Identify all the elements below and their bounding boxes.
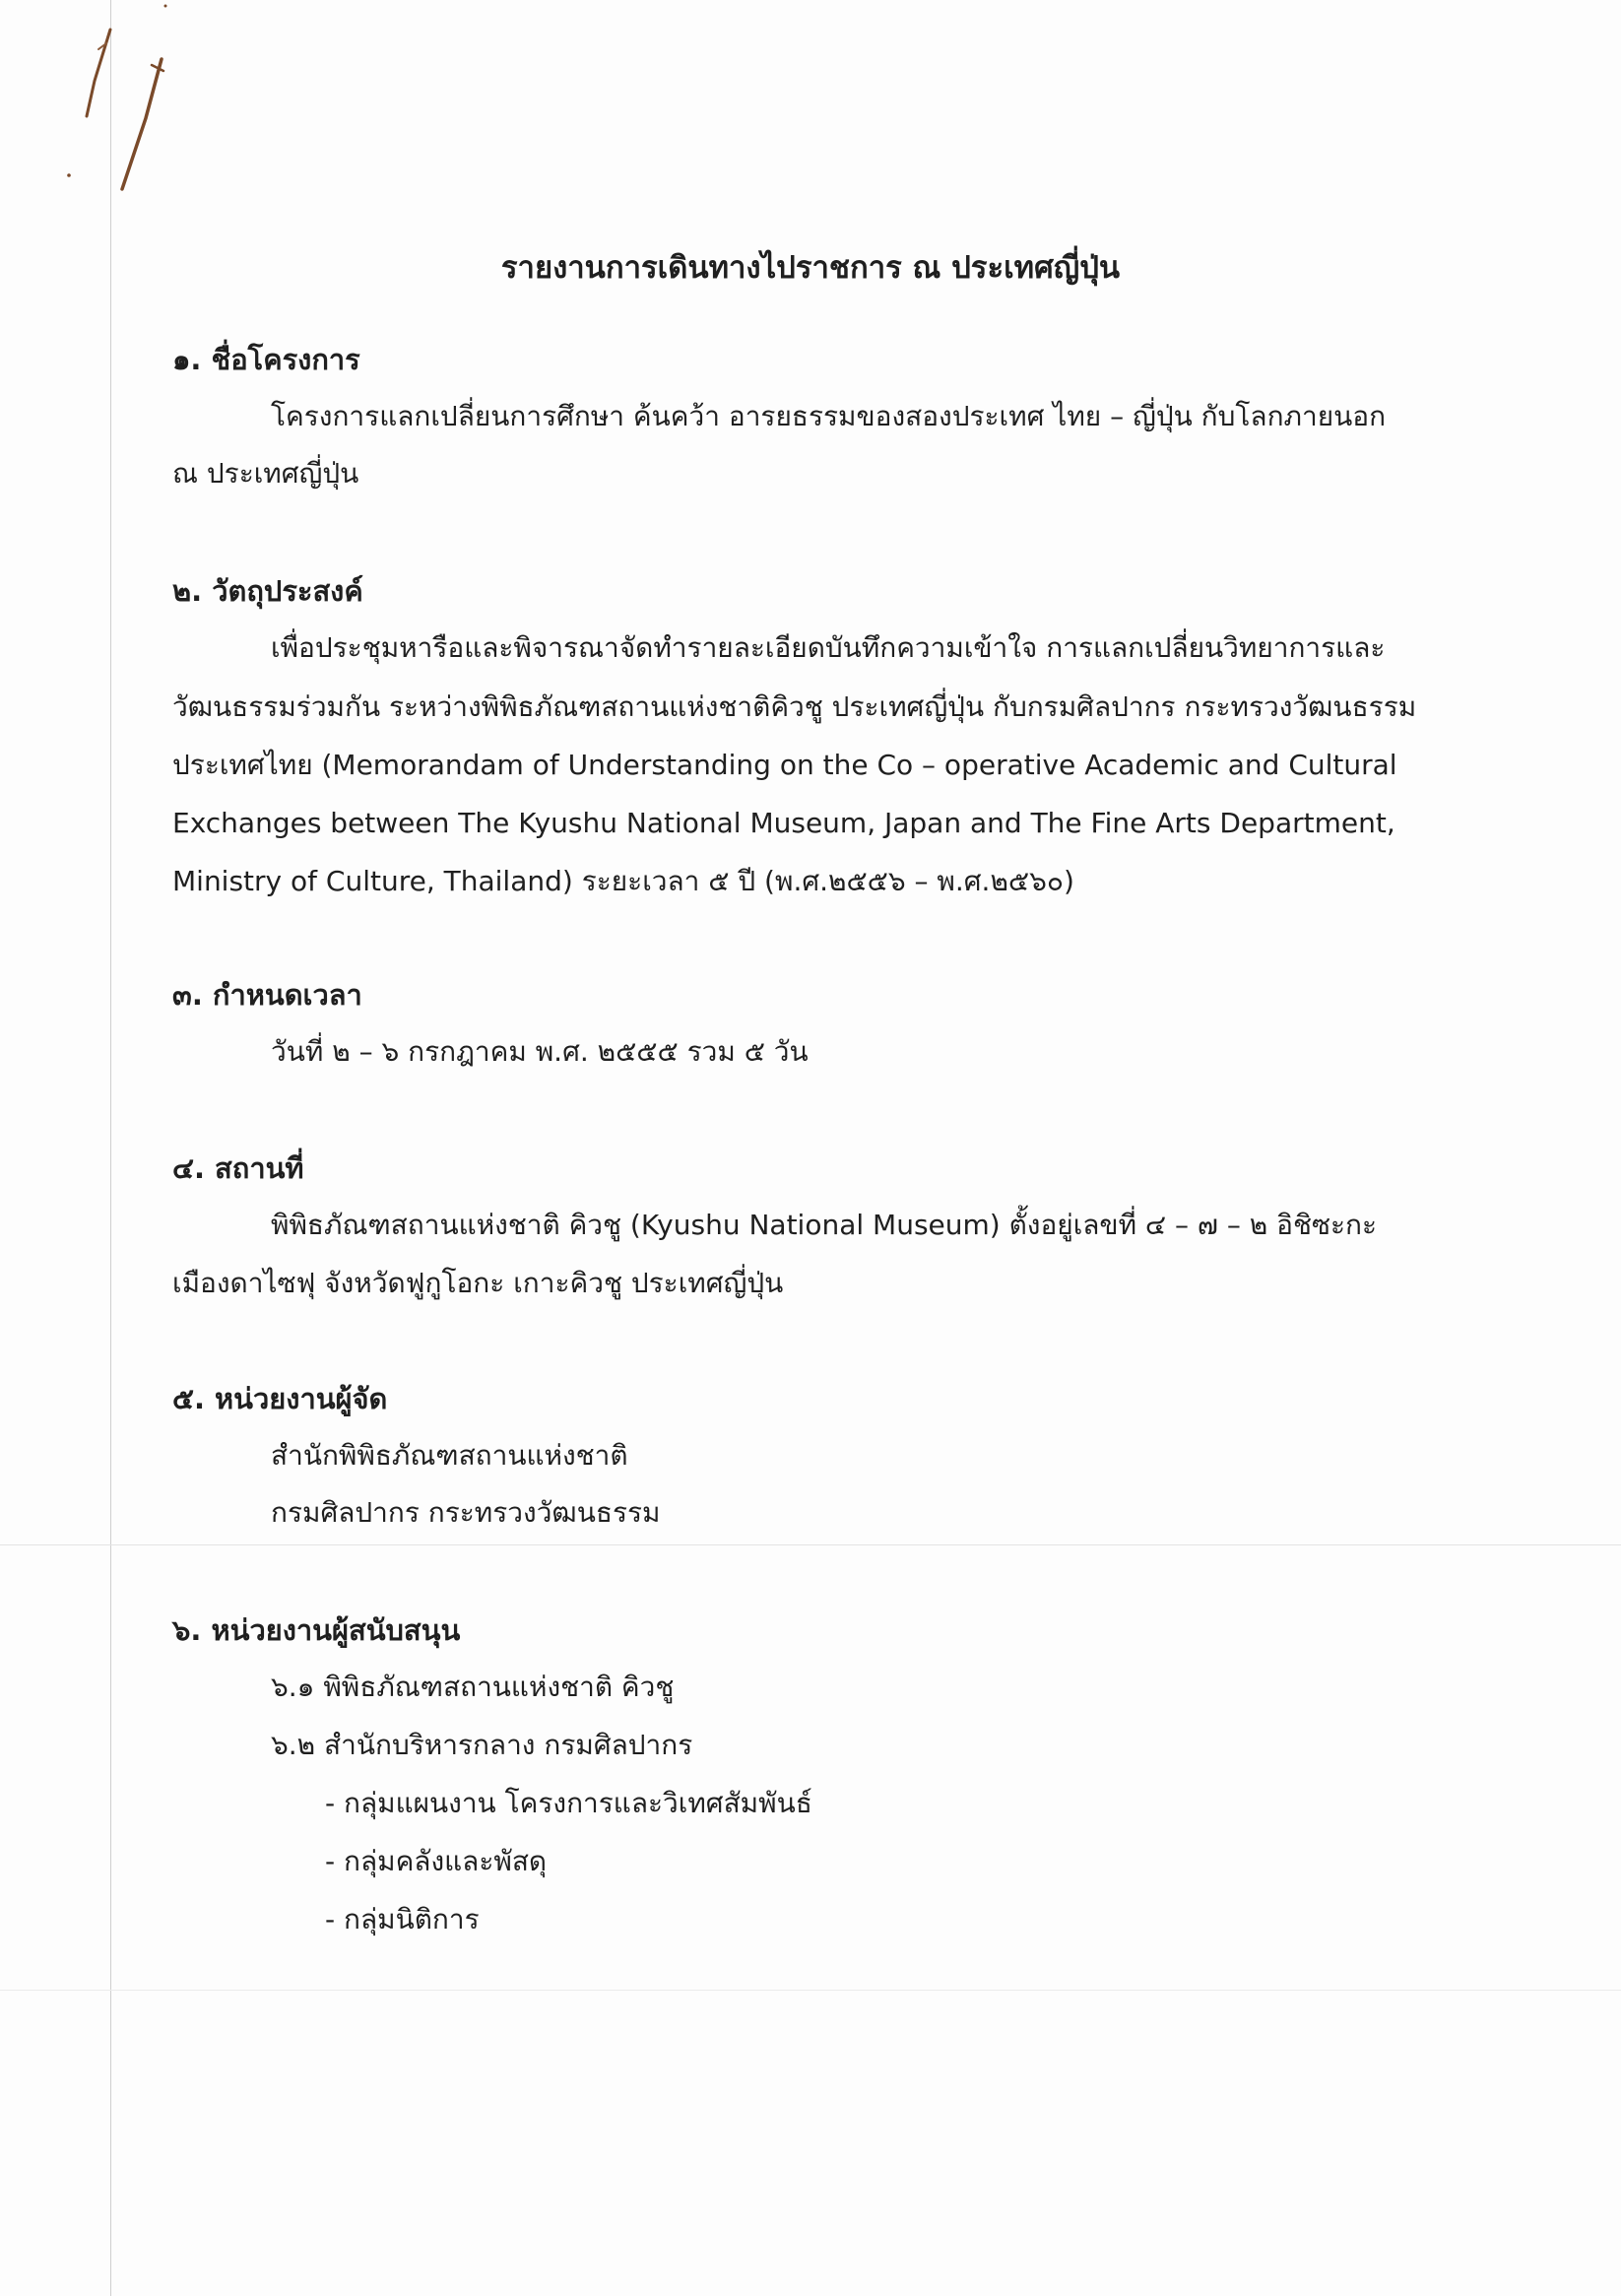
bullet-item: - กลุ่มคลังและพัสดุ (325, 1845, 548, 1877)
section-heading-schedule: ๓. กำหนดเวลา (172, 978, 362, 1012)
paragraph-line: เพื่อประชุมหารือและพิจารณาจัดทำรายละเอียดบันทึกความเข้าใจ การแลกเปลี่ยนวิทยาการและ (271, 631, 1386, 664)
paragraph-line: วันที่ ๒ – ๖ กรกฎาคม พ.ศ. ๒๕๕๕ รวม ๕ วัน (271, 1035, 809, 1068)
section-heading-location: ๔. สถานที่ (172, 1151, 304, 1185)
scan-fold-line (0, 1990, 1621, 1991)
section-heading-project: ๑. ชื่อโครงการ (172, 343, 360, 376)
scan-fold-line (0, 1544, 1621, 1545)
paragraph-line: Ministry of Culture, Thailand) ระยะเวลา ๕ ปี (พ.ศ.๒๕๕๖ – พ.ศ.๒๕๖๐) (172, 865, 1074, 897)
page-title: รายงานการเดินทางไปราชการ ณ ประเทศญี่ปุ่น (500, 250, 1121, 286)
paragraph-line: Exchanges between The Kyushu National Museum, Japan and The Fine Arts Department, (172, 807, 1395, 839)
section-heading-organizer: ๕. หน่วยงานผู้จัด (172, 1382, 388, 1415)
paragraph-line: ณ ประเทศญี่ปุ่น (172, 457, 359, 490)
list-item: ๖.๑ พิพิธภัณฑสถานแห่งชาติ คิวชู (271, 1671, 675, 1703)
paragraph-line: พิพิธภัณฑสถานแห่งชาติ คิวชู (Kyushu National Museum) ตั้งอยู่เลขที่ ๔ – ๗ – ๒ อิชิซะกะ (271, 1209, 1377, 1241)
paragraph-line: โครงการแลกเปลี่ยนการศึกษา ค้นคว้า อารยธรรมของสองประเทศ ไทย – ญี่ปุ่น กับโลกภายนอก (271, 400, 1387, 432)
scan-margin-line (110, 0, 111, 2296)
pen-mark-icon (59, 0, 177, 197)
list-item: ๖.๒ สำนักบริหารกลาง กรมศิลปากร (271, 1729, 693, 1761)
paragraph-line: ประเทศไทย (Memorandam of Understanding on the Co – operative Academic and Cultural (172, 749, 1397, 781)
paragraph-line: สำนักพิพิธภัณฑสถานแห่งชาติ (271, 1439, 628, 1472)
paragraph-line: วัฒนธรรมร่วมกัน ระหว่างพิพิธภัณฑสถานแห่งชาติคิวชู ประเทศญี่ปุ่น กับกรมศิลปากร กระทรวงวัฒนธรรม (172, 690, 1417, 723)
paragraph-line: กรมศิลปากร กระทรวงวัฒนธรรม (271, 1496, 661, 1529)
section-heading-supporter: ๖. หน่วยงานผู้สนับสนุน (172, 1613, 461, 1647)
bullet-item: - กลุ่มนิติการ (325, 1903, 480, 1935)
bullet-item: - กลุ่มแผนงาน โครงการและวิเทศสัมพันธ์ (325, 1787, 812, 1819)
section-heading-objective: ๒. วัตถุประสงค์ (172, 574, 363, 608)
paragraph-line: เมืองดาไซฟุ จังหวัดฟูกูโอกะ เกาะคิวชู ประเทศญี่ปุ่น (172, 1267, 784, 1299)
